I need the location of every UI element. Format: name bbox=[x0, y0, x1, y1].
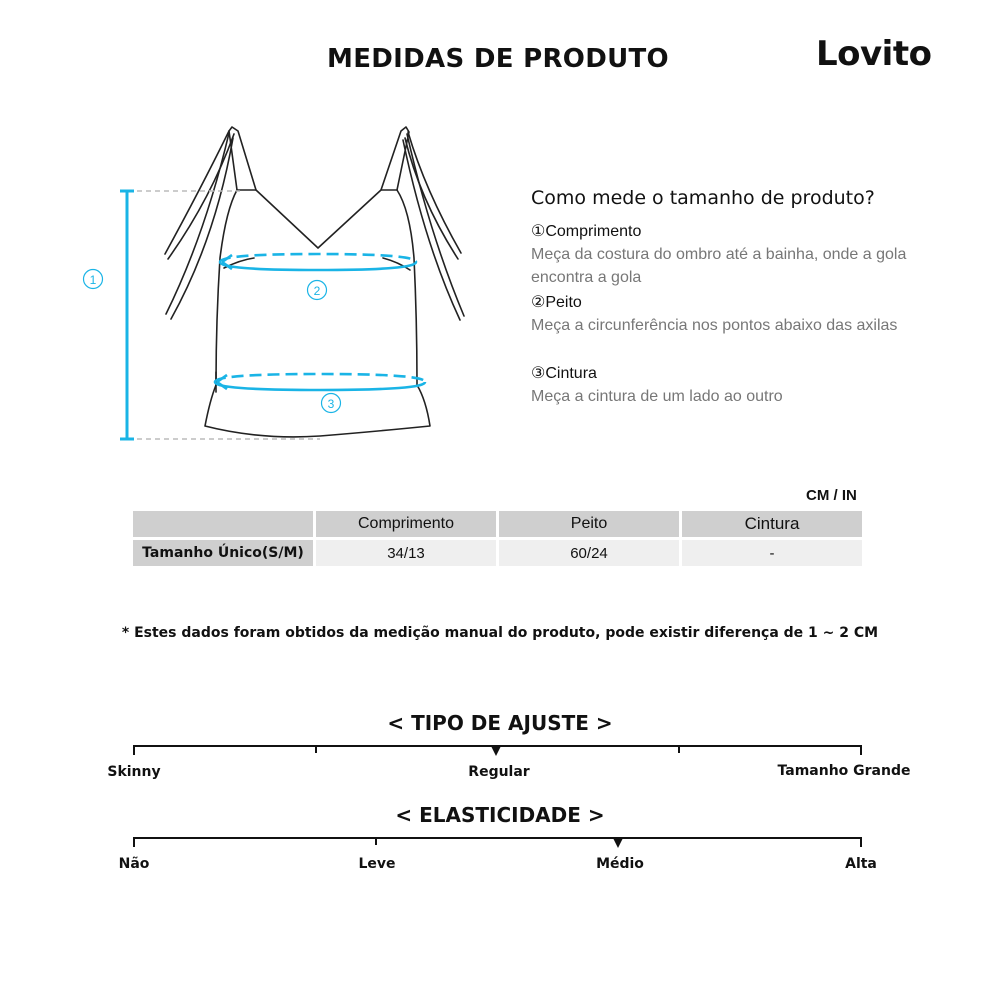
table-header-length: Comprimento bbox=[316, 511, 496, 537]
measure-name: Peito bbox=[545, 294, 582, 311]
measure-item-chest bbox=[531, 292, 582, 312]
garment-diagram bbox=[0, 0, 520, 470]
elasticity-scale-title: < ELASTICIDADE > bbox=[395, 803, 605, 827]
svg-text:2: 2 bbox=[313, 284, 321, 298]
elasticity-selected-indicator bbox=[613, 838, 623, 848]
measure-name: Comprimento bbox=[545, 223, 642, 240]
size-label: Tamanho Único(S/M) bbox=[133, 540, 313, 566]
elasticity-label-high: Alta bbox=[845, 856, 877, 872]
fit-label-regular: Regular bbox=[468, 764, 530, 780]
measure-desc-length: Meça da costura do ombro até a bainha, onde a gola encontra a gola bbox=[531, 246, 907, 286]
measure-name: Cintura bbox=[545, 365, 597, 382]
measure-desc-chest: Meça a circunferência nos pontos abaixo das axilas bbox=[531, 317, 898, 334]
disclaimer-note: * Estes dados foram obtidos da medição manual do produto, pode existir diferença de 1 ~ 2 CM bbox=[121, 625, 879, 641]
waist-measure-ellipse bbox=[215, 374, 425, 390]
fit-label-skinny: Skinny bbox=[107, 764, 161, 780]
chest-value: 60/24 bbox=[499, 540, 679, 566]
fit-scale-title: < TIPO DE AJUSTE > bbox=[387, 711, 613, 735]
length-value: 34/13 bbox=[316, 540, 496, 566]
elasticity-label-none: Não bbox=[118, 856, 150, 872]
measure-desc-waist: Meça a cintura de um lado ao outro bbox=[531, 388, 783, 405]
elasticity-label-medium: Médio bbox=[596, 856, 644, 872]
size-table bbox=[130, 508, 865, 569]
measure-item-waist bbox=[531, 363, 597, 383]
svg-text:1: 1 bbox=[89, 273, 97, 287]
table-header-waist: Cintura bbox=[682, 511, 862, 537]
marker-1: ① bbox=[531, 223, 546, 240]
brand-logo: Lovito bbox=[816, 34, 932, 74]
table-row bbox=[133, 540, 862, 566]
length-measure-line bbox=[120, 191, 134, 439]
elasticity-scale-bar bbox=[0, 827, 1000, 857]
fit-scale-bar bbox=[0, 735, 1000, 765]
marker-3: ③ bbox=[531, 365, 546, 382]
page-title: MEDIDAS DE PRODUTO bbox=[327, 44, 669, 74]
table-header-empty bbox=[133, 511, 313, 537]
fit-selected-indicator bbox=[491, 746, 501, 756]
fit-label-oversized: Tamanho Grande bbox=[777, 763, 911, 779]
measure-item-length bbox=[531, 221, 641, 241]
unit-label: CM / IN bbox=[806, 487, 857, 504]
how-to-measure-title: Como mede o tamanho de produto? bbox=[531, 187, 875, 209]
table-header-chest: Peito bbox=[499, 511, 679, 537]
svg-text:3: 3 bbox=[327, 397, 335, 411]
chest-measure-ellipse bbox=[220, 254, 416, 270]
marker-2: ② bbox=[531, 294, 546, 311]
waist-value: - bbox=[682, 540, 862, 566]
elasticity-label-light: Leve bbox=[358, 856, 396, 872]
